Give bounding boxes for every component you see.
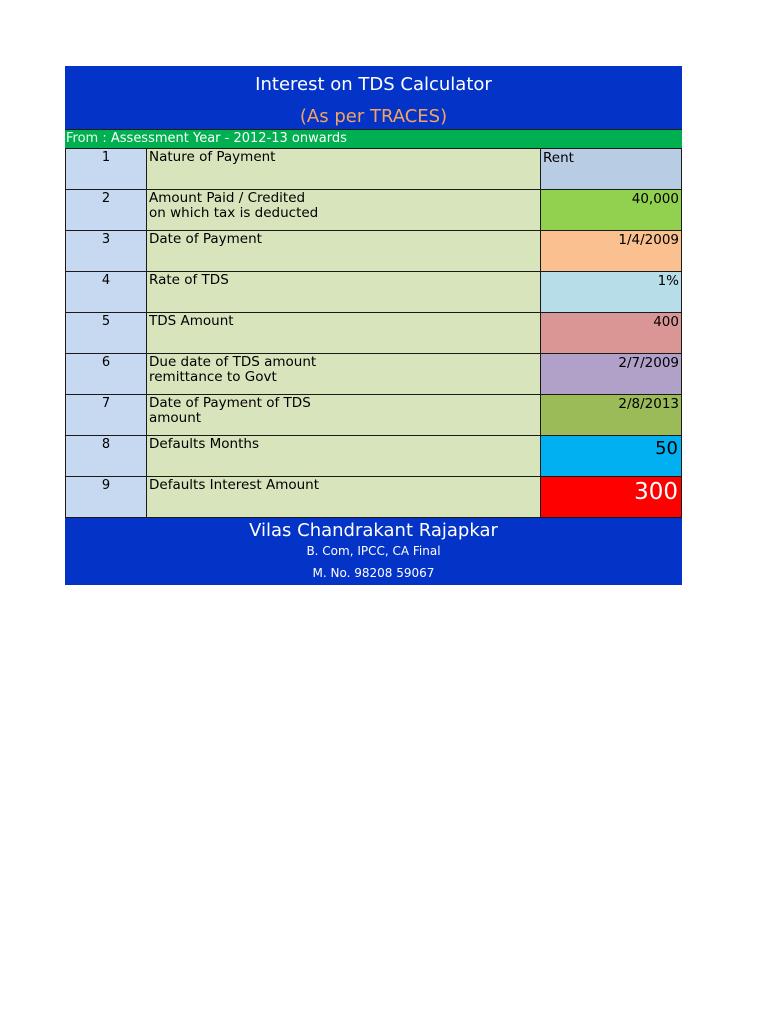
tds-calculator-sheet [65,66,682,585]
table-row [65,272,682,313]
date-of-payment-value[interactable]: 1/4/2009 [541,231,682,271]
tds-amount-value: 400 [541,313,682,353]
amount-paid-value[interactable]: 40,000 [541,190,682,230]
table-row [65,477,682,518]
table-row [65,395,682,436]
table-row [65,231,682,272]
row-description: Date of Payment of TDS amount [147,395,541,435]
due-date-value: 2/7/2009 [541,354,682,394]
rate-of-tds-value[interactable]: 1% [541,272,682,312]
page-subtitle: (As per TRACES) [299,106,448,127]
author-footer [65,518,682,585]
row-description: Due date of TDS amount remittance to Govt [147,354,541,394]
table-row [65,354,682,395]
author-phone: M. No. 98208 59067 [312,566,435,580]
table-row [65,190,682,231]
row-description: Rate of TDS [147,272,541,312]
row-number: 5 [65,313,147,353]
assessment-year-value: Assessment Year - 2012-13 onwards [110,131,347,146]
table-row [65,313,682,354]
author-name: Vilas Chandrakant Rajapkar [249,520,498,541]
row-description: TDS Amount [147,313,541,353]
table-row [65,436,682,477]
row-number: 3 [65,231,147,271]
row-number: 1 [65,149,147,189]
row-number: 7 [65,395,147,435]
row-description: Defaults Interest Amount [147,477,541,517]
row-description: Date of Payment [147,231,541,271]
row-description: Defaults Months [147,436,541,476]
row-description: Nature of Payment [147,149,541,189]
calculator-table [65,149,682,518]
from-label: From : [66,131,107,146]
row-description: Amount Paid / Credited on which tax is deducted [147,190,541,230]
row-number: 8 [65,436,147,476]
date-of-tds-payment-value[interactable]: 2/8/2013 [541,395,682,435]
row-number: 9 [65,477,147,517]
author-qualifications: B. Com, IPCC, CA Final [306,544,441,558]
assessment-year-row [65,129,682,149]
header-banner [65,66,682,129]
default-interest-value: 300 [541,477,682,517]
page-title: Interest on TDS Calculator [255,74,492,95]
default-months-value: 50 [541,436,682,476]
nature-of-payment-value[interactable]: Rent [541,149,682,189]
row-number: 4 [65,272,147,312]
table-row [65,149,682,190]
row-number: 6 [65,354,147,394]
row-number: 2 [65,190,147,230]
